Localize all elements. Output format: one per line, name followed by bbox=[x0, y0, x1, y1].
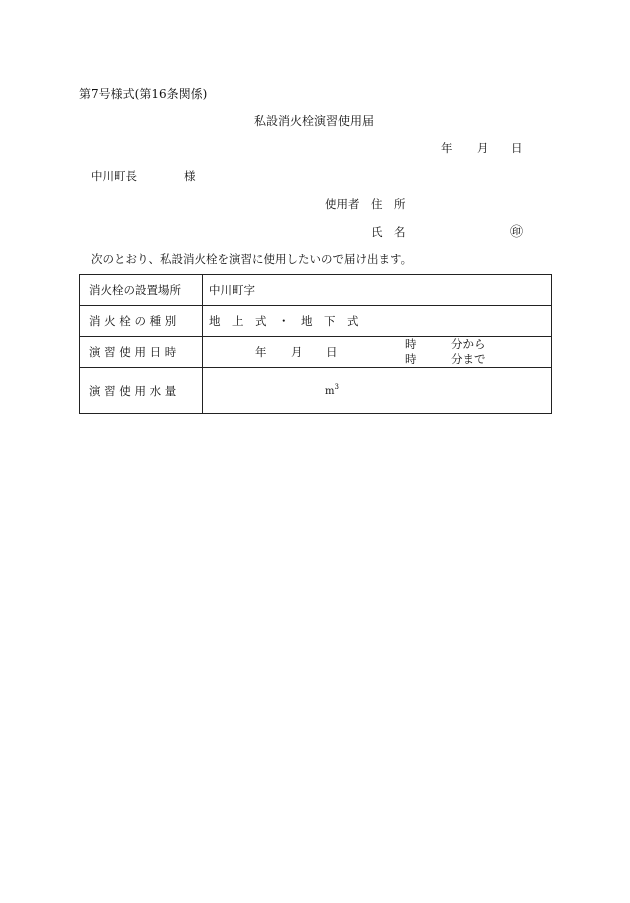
datetime-year: 年 bbox=[255, 345, 267, 359]
type-value: 地 上 式 ・ 地 下 式 bbox=[203, 306, 552, 337]
document-title: 私設消火栓演習使用届 bbox=[254, 114, 375, 128]
datetime-minute-to: 分まで bbox=[451, 352, 486, 366]
applicant-address-label: 住 所 bbox=[371, 197, 406, 211]
table-row-water bbox=[80, 368, 552, 414]
table-row-datetime bbox=[80, 337, 552, 368]
addressee-honorific: 様 bbox=[184, 169, 196, 183]
addressee-name: 中川町長 bbox=[91, 169, 137, 183]
type-label: 消 火 栓 の 種 別 bbox=[80, 306, 203, 337]
datetime-minute-from: 分から bbox=[451, 337, 486, 351]
datetime-hour-from: 時 bbox=[405, 337, 417, 351]
application-table bbox=[79, 274, 552, 414]
datetime-value bbox=[203, 337, 552, 368]
water-value bbox=[203, 368, 552, 414]
form-number: 第7号様式(第16条関係) bbox=[79, 87, 208, 101]
datetime-hour-to: 時 bbox=[405, 352, 417, 366]
seal-mark: ㊞ bbox=[510, 225, 524, 240]
table-row-type bbox=[80, 306, 552, 337]
table-row-location bbox=[80, 275, 552, 306]
water-unit bbox=[325, 384, 339, 397]
date-month: 月 bbox=[477, 141, 489, 155]
datetime-label: 演 習 使 用 日 時 bbox=[80, 337, 203, 368]
applicant-user-label: 使用者 bbox=[325, 197, 360, 211]
datetime-day: 日 bbox=[326, 345, 338, 359]
datetime-month: 月 bbox=[291, 345, 303, 359]
water-unit-exponent: 3 bbox=[334, 383, 339, 391]
date-day: 日 bbox=[511, 141, 523, 155]
date-year: 年 bbox=[441, 141, 453, 155]
applicant-name-label: 氏 名 bbox=[371, 225, 406, 239]
water-unit-base: m bbox=[325, 386, 335, 397]
water-label: 演 習 使 用 水 量 bbox=[80, 368, 203, 414]
location-value: 中川町字 bbox=[203, 275, 552, 306]
intro-text: 次のとおり、私設消火栓を演習に使用したいので届け出ます。 bbox=[91, 252, 413, 266]
location-label: 消火栓の設置場所 bbox=[80, 275, 203, 306]
